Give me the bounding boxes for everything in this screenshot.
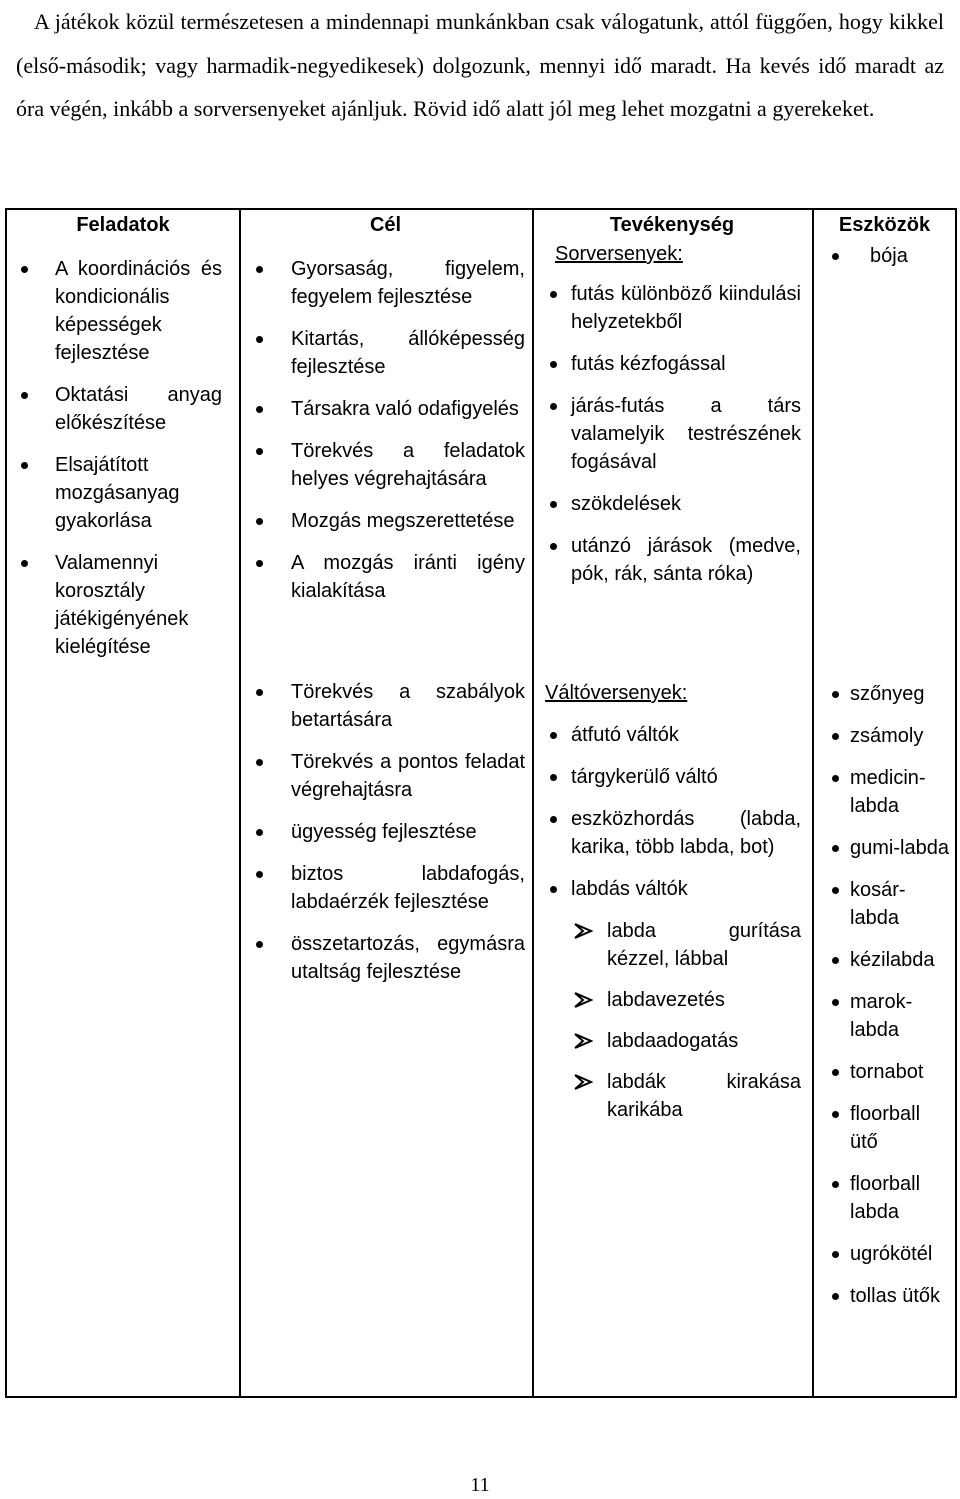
list-item: gumi-labda xyxy=(822,834,952,862)
list-item: eszközhordás (labda, karika, több labda, bot) xyxy=(545,805,801,861)
valtoversenyek-list xyxy=(545,721,801,903)
list-item xyxy=(545,1027,801,1055)
list-item: átfutó váltók xyxy=(545,721,801,749)
list-item: Társakra való odafigyelés xyxy=(249,395,525,423)
list-item: A koordinációs és kondicionális képességek fejlesztése xyxy=(17,255,222,367)
cel-cell-top xyxy=(249,255,525,619)
list-item: ügyesség fejlesztése xyxy=(249,818,525,846)
intro-text: A játékok közül természetesen a mindennapi munkánkban csak válogatunk, attól függően, hogy kikkel (első-második; vagy harmadik-negyedikesek) dolgozunk, mennyi idő maradt. Ha kevés idő maradt az óra végén, inkább a sorversenyeket ajánljuk. Rövid idő alatt jól meg lehet mozgatni a gyerekeket. xyxy=(16,9,944,121)
feladatok-cell xyxy=(17,255,222,675)
eszkozok-list-top xyxy=(822,242,952,270)
list-item: biztos labdafogás, labdaérzék fejlesztése xyxy=(249,860,525,916)
labdas-valtok-list xyxy=(545,917,801,1124)
list-item: szőnyeg xyxy=(822,680,952,708)
tevekenyseg-cell-top xyxy=(545,240,801,602)
list-item: floorball ütő xyxy=(822,1100,952,1156)
list-item: ugrókötél xyxy=(822,1240,952,1268)
sorversenyek-list xyxy=(545,280,801,588)
cel-list-bottom xyxy=(249,678,525,986)
arrow-bullet-icon xyxy=(573,991,593,1009)
list-item: Törekvés a szabályok betartására xyxy=(249,678,525,734)
list-item xyxy=(545,917,801,973)
list-item: tollas ütők xyxy=(822,1282,952,1310)
list-item: utánzó járások (medve, pók, rák, sánta róka) xyxy=(545,532,801,588)
list-item: Kitartás, állóképesség fejlesztése xyxy=(249,325,525,381)
cel-list-top xyxy=(249,255,525,605)
column-divider xyxy=(239,210,241,1396)
sorversenyek-heading: Sorversenyek: xyxy=(555,243,683,265)
page-number: 11 xyxy=(470,1474,490,1496)
list-item: labdás váltók xyxy=(545,875,801,903)
header-eszkozok: Eszközök xyxy=(838,214,931,236)
list-item: futás különböző kiindulási helyzetekből xyxy=(545,280,801,336)
list-item xyxy=(545,1068,801,1124)
list-item-label: labda gurítása kézzel, lábbal xyxy=(607,920,801,970)
list-item: Törekvés a pontos feladat végrehajtásra xyxy=(249,748,525,804)
list-item: medicin-labda xyxy=(822,764,952,820)
list-item: szökdelések xyxy=(545,490,801,518)
list-item: Elsajátított mozgásanyag gyakorlása xyxy=(17,451,222,535)
cel-cell-bottom xyxy=(249,678,525,1000)
list-item: járás-futás a társ valamelyik testrészének fogásával xyxy=(545,392,801,476)
list-item xyxy=(545,986,801,1014)
column-divider xyxy=(532,210,534,1396)
list-item: marok-labda xyxy=(822,988,952,1044)
eszkozok-list-bottom xyxy=(822,680,952,1310)
list-item: tárgykerülő váltó xyxy=(545,763,801,791)
column-divider xyxy=(812,210,814,1396)
list-item: kosár-labda xyxy=(822,876,952,932)
list-item: Gyorsaság, figyelem, fegyelem fejlesztése xyxy=(249,255,525,311)
list-item-label: labdák kirakása karikába xyxy=(607,1071,801,1121)
list-item: Mozgás megszerettetése xyxy=(249,507,525,535)
list-item-label: labdaadogatás xyxy=(607,1030,739,1052)
list-item: bója xyxy=(822,242,952,270)
arrow-bullet-icon xyxy=(573,922,593,940)
tevekenyseg-cell-bottom xyxy=(545,679,801,1137)
list-item-label: labdavezetés xyxy=(607,989,725,1011)
valtoversenyek-heading: Váltóversenyek: xyxy=(545,682,688,704)
eszkozok-cell-top xyxy=(822,242,952,284)
list-item: Törekvés a feladatok helyes végrehajtására xyxy=(249,437,525,493)
list-item: Oktatási anyag előkészítése xyxy=(17,381,222,437)
header-cel: Cél xyxy=(369,214,402,236)
arrow-bullet-icon xyxy=(573,1032,593,1050)
list-item: Valamennyi korosztály játékigényének kielégítése xyxy=(17,549,222,661)
list-item: futás kézfogással xyxy=(545,350,801,378)
list-item: tornabot xyxy=(822,1058,952,1086)
list-item: floorball labda xyxy=(822,1170,952,1226)
list-item: kézilabda xyxy=(822,946,952,974)
activity-table xyxy=(5,208,957,1398)
feladatok-list xyxy=(17,255,222,661)
list-item: zsámoly xyxy=(822,722,952,750)
intro-paragraph xyxy=(16,0,944,131)
header-feladatok: Feladatok xyxy=(76,214,170,236)
list-item: A mozgás iránti igény kialakítása xyxy=(249,549,525,605)
list-item: összetartozás, egymásra utaltság fejlesztése xyxy=(249,930,525,986)
header-tevekenyseg: Tevékenység xyxy=(609,214,735,236)
eszkozok-cell-bottom xyxy=(822,680,952,1324)
arrow-bullet-icon xyxy=(573,1073,593,1091)
